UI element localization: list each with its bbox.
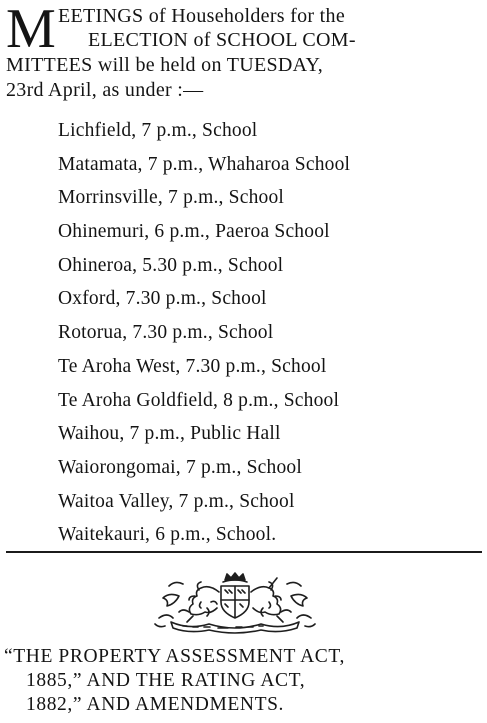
meeting-entry: Matamata, 7 p.m., Whaharoa School: [58, 153, 351, 175]
royal-coat-of-arms-icon: [149, 572, 321, 634]
meeting-entry: Te Aroha West, 7.30 p.m., School: [58, 355, 327, 377]
meeting-entry: Waiorongomai, 7 p.m., School: [58, 456, 302, 478]
meeting-entry: Morrinsville, 7 p.m., School: [58, 187, 285, 209]
meeting-entry: Ohinemuri, 6 p.m., Paeroa School: [58, 221, 330, 243]
notice-intro-line: ELECTION of SCHOOL COM-: [88, 29, 356, 51]
meeting-entry: Ohineroa, 5.30 p.m., School: [58, 254, 284, 276]
meeting-entry: Oxford, 7.30 p.m., School: [58, 288, 267, 310]
meeting-entry: Lichfield, 7 p.m., School: [58, 120, 258, 141]
notice-intro-line: MITTEES will be held on TUESDAY,: [6, 54, 324, 76]
meeting-entry: Te Aroha Goldfield, 8 p.m., School: [58, 389, 340, 411]
drop-cap-letter: M: [6, 0, 56, 60]
meeting-list: [58, 114, 478, 552]
act-heading-line: 1885,” AND THE RATING ACT,: [26, 670, 306, 691]
meeting-entry: Waitekauri, 6 p.m., School.: [58, 524, 277, 546]
notice-intro-line: EETINGS of Householders for the: [58, 5, 346, 27]
meeting-entry: Waihou, 7 p.m., Public Hall: [58, 423, 281, 445]
notice-intro-line: 23rd April, as under :—: [6, 79, 204, 101]
meeting-entry: Waitoa Valley, 7 p.m., School: [58, 490, 295, 512]
act-heading: [4, 645, 484, 717]
act-heading-line: “THE PROPERTY ASSESSMENT ACT,: [4, 646, 345, 667]
act-heading-line: 1882,” AND AMENDMENTS.: [26, 694, 285, 715]
section-divider: [6, 551, 482, 553]
meeting-entry: Rotorua, 7.30 p.m., School: [58, 322, 274, 344]
